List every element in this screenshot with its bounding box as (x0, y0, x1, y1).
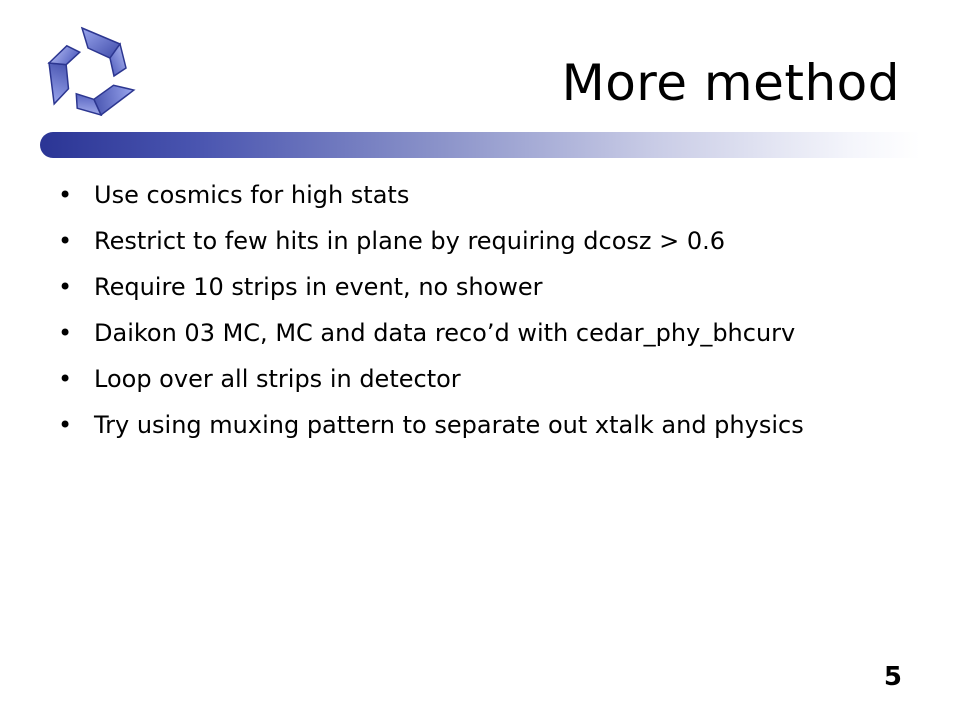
slide-title: More method (561, 54, 900, 112)
bullet-item: • Daikon 03 MC, MC and data reco’d with cedar_phy_bhcurv (58, 310, 938, 356)
bullet-item: • Require 10 strips in event, no shower (58, 264, 938, 310)
bullet-item: • Try using muxing pattern to separate out xtalk and physics (58, 402, 938, 448)
twisted-triangle-logo-icon (38, 22, 142, 126)
page-number: 5 (883, 662, 902, 692)
bullet-item: • Use cosmics for high stats (58, 172, 938, 218)
title-gradient-rule (40, 132, 920, 158)
bullet-item: • Restrict to few hits in plane by requiring dcosz > 0.6 (58, 218, 938, 264)
bullet-item: • Loop over all strips in detector (58, 356, 938, 402)
bullet-list (58, 172, 938, 448)
